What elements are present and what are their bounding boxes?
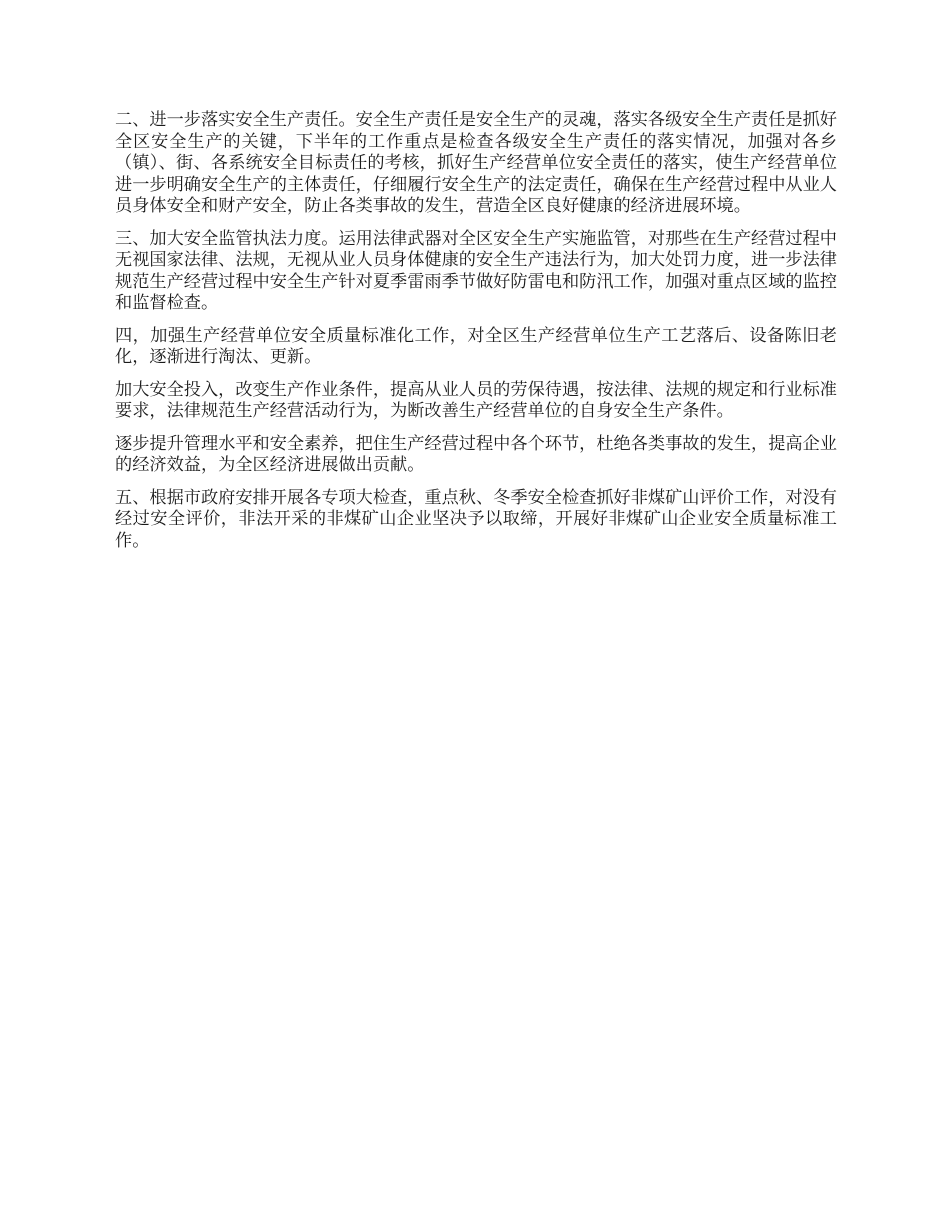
paragraph-investment: 加大安全投入，改变生产作业条件，提高从业人员的劳保待遇，按法律、法规的规定和行业标准要求，法律规范生产经营活动行为，为断改善生产经营单位的自身安全生产条件。: [115, 379, 837, 421]
document-body: [115, 110, 837, 563]
paragraph-inspection: 五、根据市政府安排开展各专项大检查，重点秋、冬季安全检查抓好非煤矿山评价工作，对没有经过安全评价，非法开采的非煤矿山企业坚决予以取缔，开展好非煤矿山企业安全质量标准工作。: [115, 487, 837, 551]
paragraph-responsibility: 二、进一步落实安全生产责任。安全生产责任是安全生产的灵魂，落实各级安全生产责任是抓好全区安全生产的关键，下半年的工作重点是检查各级安全生产责任的落实情况，加强对各乡（镇）、街、各系统安全目标责任的考核，抓好生产经营单位安全责任的落实，使生产经营单位进一步明确安全生产的主体责任，仔细履行安全生产的法定责任，确保在生产经营过程中从业人员身体安全和财产安全，防止各类事故的发生，营造全区良好健康的经济进展环境。: [115, 110, 837, 216]
paragraph-management: 逐步提升管理水平和安全素养，把住生产经营过程中各个环节，杜绝各类事故的发生，提高企业的经济效益，为全区经济进展做出贡献。: [115, 433, 837, 475]
paragraph-enforcement: 三、加大安全监管执法力度。运用法律武器对全区安全生产实施监管，对那些在生产经营过程中无视国家法律、法规，无视从业人员身体健康的安全生产违法行为，加大处罚力度，进一步法律规范生产经营过程中安全生产针对夏季雷雨季节做好防雷电和防汛工作，加强对重点区域的监控和监督检查。: [115, 228, 837, 313]
paragraph-standardization: 四，加强生产经营单位安全质量标准化工作，对全区生产经营单位生产工艺落后、设备陈旧老化，逐渐进行淘汰、更新。: [115, 325, 837, 367]
